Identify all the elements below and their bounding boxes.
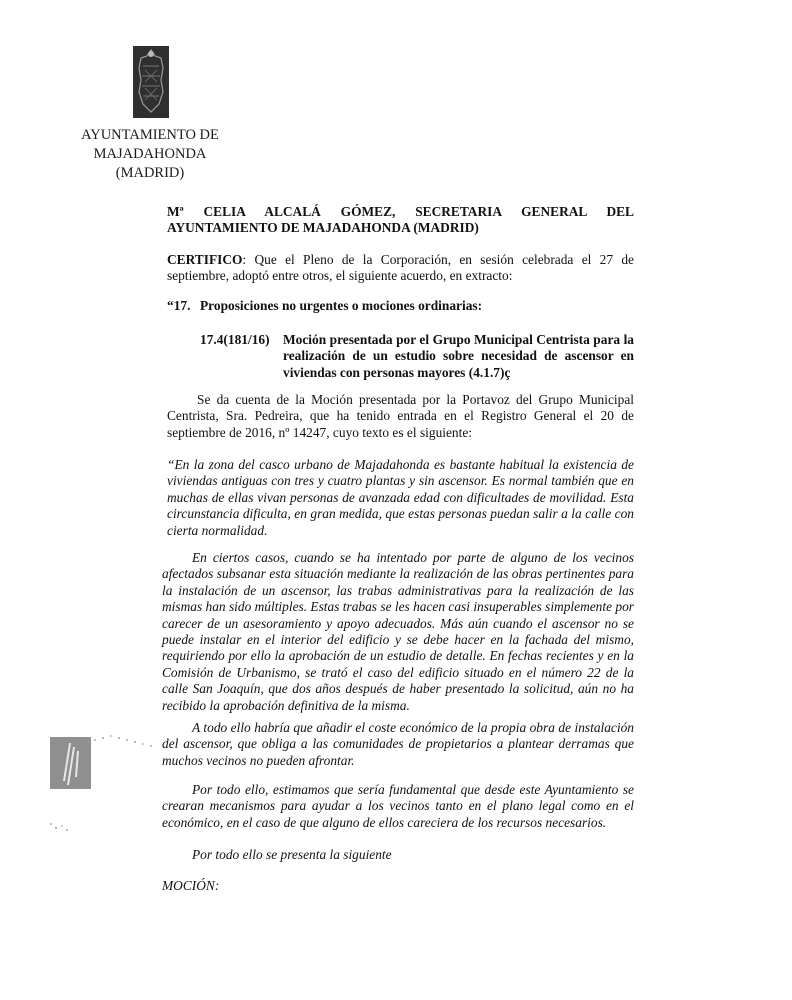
- org-line: MAJADAHONDA: [93, 146, 207, 162]
- scan-noise: [85, 728, 165, 750]
- presenta-line: Por todo ello se presenta la siguiente: [192, 847, 392, 862]
- certifico-label: CERTIFICO: [167, 252, 243, 267]
- org-line: (MADRID): [115, 165, 185, 181]
- motion-paragraph-3: A todo ello habría que añadir el coste económico de la propia obra de instalación del ascensor, que obliga a las comunidades de propietarios a plantear derramas que muchos vecinos no pueden afrontar.: [162, 720, 634, 768]
- motion-paragraph-2: En ciertos casos, cuando se ha intentado por parte de alguno de los vecinos afectados subsanar esta situación mediante la realización de las obras pertinentes para la instalación de un ascensor, las trabas administrativas para la realización de las mismas han sido múltiples. Estas trabas se les hacen casi insuperables simplemente por carecer de un asesoramiento y apoyo adecuados. Más aún cuando el ascensor no se puede instalar en el interior del edificio y se debe hacer en la fachada del mismo, requiriendo por ello la aprobación de un estudio de detalle. En fechas recientes y en la Comisión de Urbanismo, se trató el caso del edificio situado en el número 22 de la calle San Joaquín, que dos años después de haber presentado la solicitud, aún no ha recibido la aprobación definitiva de la misma.: [162, 550, 634, 713]
- municipal-crest-icon: [133, 46, 169, 118]
- organization-name: [62, 126, 238, 183]
- motion-paragraph-1: “En la zona del casco urbano de Majadahonda es bastante habitual la existencia de viviendas antiguas con tres y cuatro plantas y sin ascensor. Es normal también que en muchas de ellas vivan personas de avanzada edad con dificultades de movilidad. Esta circunstancia dificulta, en gran medida, que estas personas puedan salir a la calle con cierta normalidad.: [167, 457, 634, 538]
- certificate-header-title: Mª CELIA ALCALÁ GÓMEZ, SECRETARIA GENERAL DEL AYUNTAMIENTO DE MAJADAHONDA (MADRID): [167, 204, 634, 236]
- motion-paragraph-4: Por todo ello, estimamos que sería fundamental que desde este Ayuntamiento se crearan mecanismos para ayudar a los vecinos tanto en el plano legal como en el económico, en el caso de que alguno de ellos careciera de los recursos necesarios.: [162, 782, 634, 830]
- certifico-text: : Que el Pleno de la Corporación, en sesión celebrada el 27 de septiembre, adoptó entre otros, el siguiente acuerdo, en extracto:: [167, 252, 634, 284]
- section-title: Proposiciones no urgentes o mociones ordinarias:: [200, 298, 483, 313]
- mocion-label: MOCIÓN:: [162, 878, 220, 893]
- section-heading: [167, 298, 634, 314]
- section-number: “17.: [167, 298, 191, 313]
- item-title: Moción presentada por el Grupo Municipal Centrista para la realización de un estudio sobre necesidad de ascensor en viviendas con personas mayores (4.1.7)ç: [283, 332, 634, 380]
- item-code: 17.4(181/16): [200, 332, 270, 347]
- intro-paragraph: Se da cuenta de la Moción presentada por la Portavoz del Grupo Municipal Centrista, Sra. Pedreira, que ha tenido entrada en el Registro General el 20 de septiembre de 2016, nº 14247, cuyo texto es el siguiente:: [167, 392, 634, 440]
- org-line: AYUNTAMIENTO DE: [81, 127, 219, 143]
- certifico-paragraph: [167, 252, 634, 285]
- scan-noise: [48, 820, 72, 834]
